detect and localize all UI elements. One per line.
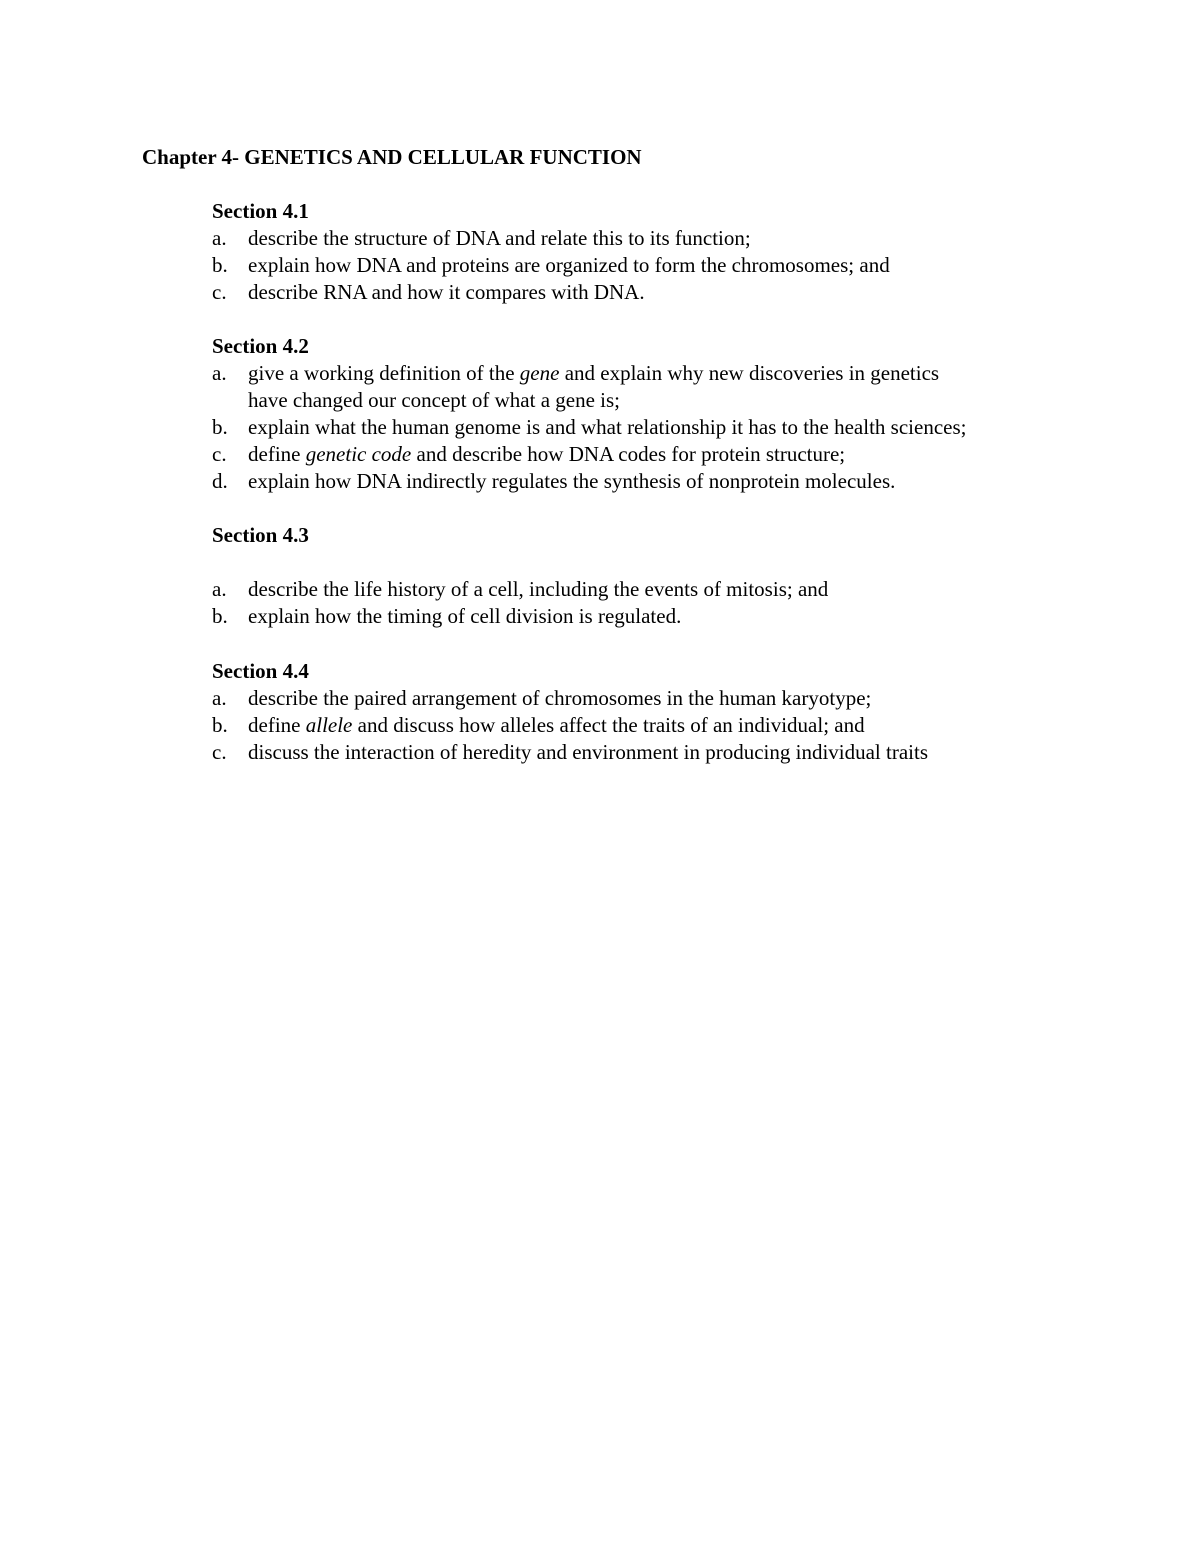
list-item [212,225,1112,252]
list-item [212,360,1112,414]
list-item [212,279,1112,306]
list-item-letter: c. [212,740,227,764]
list-item-text [248,468,1112,495]
list-item [212,468,1112,495]
text-run: explain how the timing of cell division is regulated. [248,604,682,628]
chapter-title: Chapter 4- GENETICS AND CELLULAR FUNCTION [142,145,642,169]
section-4-1 [212,198,1112,306]
text-run: and discuss how alleles affect the traits of an individual; and [352,713,865,737]
list-item-text [248,225,1112,252]
text-run: explain what the human genome is and what relationship it has to the health sciences; [248,415,967,439]
list-item [212,576,1112,603]
section-heading: Section 4.4 [212,659,309,683]
list-item-letter: a. [212,226,227,250]
text-run: describe RNA and how it compares with DNA. [248,280,645,304]
text-run: define [248,442,306,466]
list-item-text [248,360,1112,387]
italic-term: allele [305,713,353,737]
list-item [212,414,1112,441]
list-item-letter: b. [212,713,228,737]
list-item [212,685,1112,712]
list-item-letter: d. [212,469,228,493]
text-run: describe the life history of a cell, including the events of mitosis; and [248,577,829,601]
section-heading: Section 4.2 [212,334,309,358]
list-item [212,712,1112,739]
list-item-letter: a. [212,686,227,710]
list-item [212,441,1112,468]
list-item [212,739,1112,766]
list-item-letter: a. [212,361,227,385]
text-run: describe the structure of DNA and relate this to its function; [248,226,751,250]
list-item-text [248,712,1112,739]
list-item [212,603,1112,630]
section-4-2 [212,333,1112,495]
list-item-letter: c. [212,280,227,304]
list-item-text [248,279,1112,306]
list-item-text [248,252,1112,279]
text-run: explain how DNA and proteins are organized to form the chromosomes; and [248,253,890,277]
list-item-letter: b. [212,604,228,628]
text-run: give a working definition of the [248,361,520,385]
blank-line [212,549,1112,576]
text-run: and describe how DNA codes for protein structure; [411,442,846,466]
text-run: explain how DNA indirectly regulates the synthesis of nonprotein molecules. [248,469,896,493]
list-item-text [248,603,1112,630]
list-item-text [248,685,1112,712]
section-heading: Section 4.1 [212,199,309,223]
list-item-text [248,441,1112,468]
text-run: define [248,713,306,737]
list-item-text [248,576,1112,603]
italic-term: gene [519,361,560,385]
list-item-text [248,414,1112,441]
list-item-letter: a. [212,577,227,601]
italic-term: genetic code [305,442,412,466]
list-item-letter: c. [212,442,227,466]
list-item-text [248,739,1112,766]
text-run: describe the paired arrangement of chromosomes in the human karyotype; [248,686,872,710]
text-run: discuss the interaction of heredity and environment in producing individual traits [248,740,929,764]
list-item [212,252,1112,279]
section-4-3 [212,522,1112,630]
text-run: and explain why new discoveries in genetics [559,361,940,385]
section-heading: Section 4.3 [212,523,309,547]
section-4-4 [212,658,1112,766]
list-item-text [248,387,1112,414]
text-run: have changed our concept of what a gene is; [248,388,621,412]
list-item-letter: b. [212,253,228,277]
list-item-letter: b. [212,415,228,439]
